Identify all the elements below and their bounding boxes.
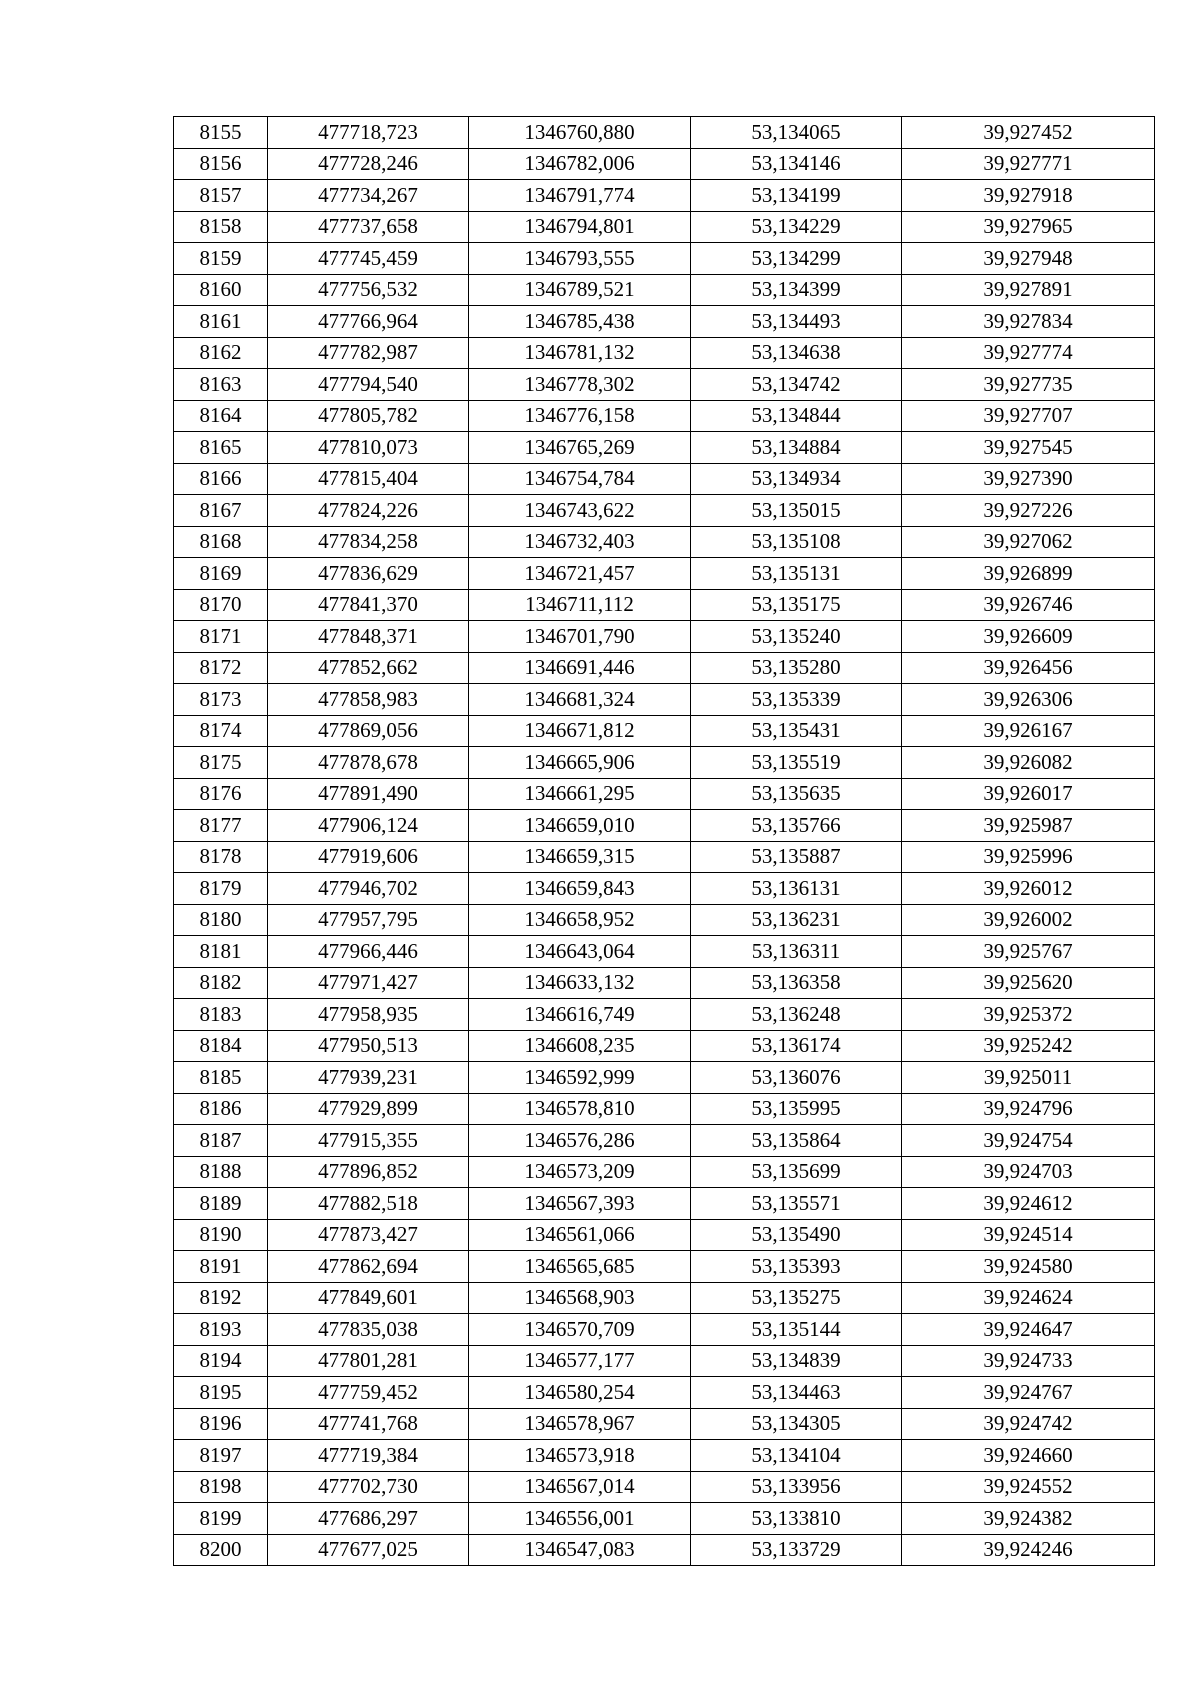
- table-row: [174, 715, 1155, 747]
- point-number-cell: 8163: [174, 369, 268, 401]
- latitude-cell: 53,134199: [691, 180, 902, 212]
- table-row: [174, 1534, 1155, 1566]
- x-coordinate-cell: 477728,246: [268, 148, 469, 180]
- point-number-cell: 8190: [174, 1219, 268, 1251]
- x-coordinate-cell: 477891,490: [268, 778, 469, 810]
- x-coordinate-cell: 477794,540: [268, 369, 469, 401]
- table-row: [174, 747, 1155, 779]
- y-coordinate-cell: 1346681,324: [469, 684, 691, 716]
- longitude-cell: 39,925620: [902, 967, 1155, 999]
- table-row: [174, 243, 1155, 275]
- y-coordinate-cell: 1346791,774: [469, 180, 691, 212]
- point-number-cell: 8171: [174, 621, 268, 653]
- longitude-cell: 39,924552: [902, 1471, 1155, 1503]
- latitude-cell: 53,135519: [691, 747, 902, 779]
- point-number-cell: 8193: [174, 1314, 268, 1346]
- point-number-cell: 8178: [174, 841, 268, 873]
- latitude-cell: 53,135339: [691, 684, 902, 716]
- latitude-cell: 53,133956: [691, 1471, 902, 1503]
- latitude-cell: 53,135175: [691, 589, 902, 621]
- latitude-cell: 53,135864: [691, 1125, 902, 1157]
- y-coordinate-cell: 1346781,132: [469, 337, 691, 369]
- table-row: [174, 180, 1155, 212]
- longitude-cell: 39,924767: [902, 1377, 1155, 1409]
- x-coordinate-cell: 477756,532: [268, 274, 469, 306]
- y-coordinate-cell: 1346778,302: [469, 369, 691, 401]
- y-coordinate-cell: 1346570,709: [469, 1314, 691, 1346]
- x-coordinate-cell: 477939,231: [268, 1062, 469, 1094]
- longitude-cell: 39,926002: [902, 904, 1155, 936]
- x-coordinate-cell: 477677,025: [268, 1534, 469, 1566]
- point-number-cell: 8173: [174, 684, 268, 716]
- longitude-cell: 39,926017: [902, 778, 1155, 810]
- latitude-cell: 53,134463: [691, 1377, 902, 1409]
- y-coordinate-cell: 1346659,315: [469, 841, 691, 873]
- x-coordinate-cell: 477718,723: [268, 117, 469, 149]
- x-coordinate-cell: 477873,427: [268, 1219, 469, 1251]
- latitude-cell: 53,136358: [691, 967, 902, 999]
- point-number-cell: 8186: [174, 1093, 268, 1125]
- longitude-cell: 39,925996: [902, 841, 1155, 873]
- longitude-cell: 39,926167: [902, 715, 1155, 747]
- table-row: [174, 148, 1155, 180]
- longitude-cell: 39,924703: [902, 1156, 1155, 1188]
- y-coordinate-cell: 1346661,295: [469, 778, 691, 810]
- latitude-cell: 53,136248: [691, 999, 902, 1031]
- table-row: [174, 873, 1155, 905]
- y-coordinate-cell: 1346794,801: [469, 211, 691, 243]
- longitude-cell: 39,924580: [902, 1251, 1155, 1283]
- latitude-cell: 53,135393: [691, 1251, 902, 1283]
- longitude-cell: 39,927545: [902, 432, 1155, 464]
- longitude-cell: 39,925242: [902, 1030, 1155, 1062]
- table-row: [174, 337, 1155, 369]
- x-coordinate-cell: 477915,355: [268, 1125, 469, 1157]
- table-row: [174, 400, 1155, 432]
- table-row: [174, 1156, 1155, 1188]
- point-number-cell: 8182: [174, 967, 268, 999]
- x-coordinate-cell: 477862,694: [268, 1251, 469, 1283]
- longitude-cell: 39,927390: [902, 463, 1155, 495]
- point-number-cell: 8167: [174, 495, 268, 527]
- x-coordinate-cell: 477946,702: [268, 873, 469, 905]
- longitude-cell: 39,927735: [902, 369, 1155, 401]
- x-coordinate-cell: 477805,782: [268, 400, 469, 432]
- point-number-cell: 8169: [174, 558, 268, 590]
- x-coordinate-cell: 477919,606: [268, 841, 469, 873]
- x-coordinate-cell: 477950,513: [268, 1030, 469, 1062]
- table-row: [174, 1440, 1155, 1472]
- longitude-cell: 39,926746: [902, 589, 1155, 621]
- x-coordinate-cell: 477849,601: [268, 1282, 469, 1314]
- table-row: [174, 1188, 1155, 1220]
- point-number-cell: 8197: [174, 1440, 268, 1472]
- x-coordinate-cell: 477810,073: [268, 432, 469, 464]
- longitude-cell: 39,927918: [902, 180, 1155, 212]
- longitude-cell: 39,926082: [902, 747, 1155, 779]
- longitude-cell: 39,925767: [902, 936, 1155, 968]
- point-number-cell: 8185: [174, 1062, 268, 1094]
- x-coordinate-cell: 477966,446: [268, 936, 469, 968]
- latitude-cell: 53,135571: [691, 1188, 902, 1220]
- point-number-cell: 8161: [174, 306, 268, 338]
- y-coordinate-cell: 1346573,209: [469, 1156, 691, 1188]
- latitude-cell: 53,136174: [691, 1030, 902, 1062]
- latitude-cell: 53,135766: [691, 810, 902, 842]
- y-coordinate-cell: 1346578,967: [469, 1408, 691, 1440]
- x-coordinate-cell: 477759,452: [268, 1377, 469, 1409]
- x-coordinate-cell: 477848,371: [268, 621, 469, 653]
- latitude-cell: 53,135887: [691, 841, 902, 873]
- latitude-cell: 53,134229: [691, 211, 902, 243]
- y-coordinate-cell: 1346576,286: [469, 1125, 691, 1157]
- y-coordinate-cell: 1346567,014: [469, 1471, 691, 1503]
- table-row: [174, 1471, 1155, 1503]
- point-number-cell: 8192: [174, 1282, 268, 1314]
- y-coordinate-cell: 1346578,810: [469, 1093, 691, 1125]
- latitude-cell: 53,134839: [691, 1345, 902, 1377]
- point-number-cell: 8187: [174, 1125, 268, 1157]
- latitude-cell: 53,136131: [691, 873, 902, 905]
- point-number-cell: 8184: [174, 1030, 268, 1062]
- y-coordinate-cell: 1346671,812: [469, 715, 691, 747]
- table-row: [174, 463, 1155, 495]
- x-coordinate-cell: 477852,662: [268, 652, 469, 684]
- x-coordinate-cell: 477957,795: [268, 904, 469, 936]
- latitude-cell: 53,134305: [691, 1408, 902, 1440]
- longitude-cell: 39,926012: [902, 873, 1155, 905]
- longitude-cell: 39,925372: [902, 999, 1155, 1031]
- longitude-cell: 39,924382: [902, 1503, 1155, 1535]
- latitude-cell: 53,134638: [691, 337, 902, 369]
- point-number-cell: 8179: [174, 873, 268, 905]
- longitude-cell: 39,924647: [902, 1314, 1155, 1346]
- x-coordinate-cell: 477906,124: [268, 810, 469, 842]
- x-coordinate-cell: 477719,384: [268, 1440, 469, 1472]
- point-number-cell: 8189: [174, 1188, 268, 1220]
- point-number-cell: 8176: [174, 778, 268, 810]
- table-row: [174, 1408, 1155, 1440]
- y-coordinate-cell: 1346580,254: [469, 1377, 691, 1409]
- x-coordinate-cell: 477858,983: [268, 684, 469, 716]
- y-coordinate-cell: 1346565,685: [469, 1251, 691, 1283]
- longitude-cell: 39,927062: [902, 526, 1155, 558]
- point-number-cell: 8199: [174, 1503, 268, 1535]
- x-coordinate-cell: 477971,427: [268, 967, 469, 999]
- table-row: [174, 526, 1155, 558]
- y-coordinate-cell: 1346691,446: [469, 652, 691, 684]
- longitude-cell: 39,924246: [902, 1534, 1155, 1566]
- y-coordinate-cell: 1346592,999: [469, 1062, 691, 1094]
- y-coordinate-cell: 1346776,158: [469, 400, 691, 432]
- table-row: [174, 1377, 1155, 1409]
- table-row: [174, 1093, 1155, 1125]
- x-coordinate-cell: 477686,297: [268, 1503, 469, 1535]
- latitude-cell: 53,135144: [691, 1314, 902, 1346]
- y-coordinate-cell: 1346573,918: [469, 1440, 691, 1472]
- point-number-cell: 8157: [174, 180, 268, 212]
- point-number-cell: 8181: [174, 936, 268, 968]
- y-coordinate-cell: 1346782,006: [469, 148, 691, 180]
- table-row: [174, 558, 1155, 590]
- coordinates-table-body: [174, 117, 1155, 1566]
- x-coordinate-cell: 477958,935: [268, 999, 469, 1031]
- point-number-cell: 8166: [174, 463, 268, 495]
- latitude-cell: 53,134104: [691, 1440, 902, 1472]
- longitude-cell: 39,924754: [902, 1125, 1155, 1157]
- point-number-cell: 8180: [174, 904, 268, 936]
- point-number-cell: 8194: [174, 1345, 268, 1377]
- y-coordinate-cell: 1346721,457: [469, 558, 691, 590]
- y-coordinate-cell: 1346665,906: [469, 747, 691, 779]
- y-coordinate-cell: 1346793,555: [469, 243, 691, 275]
- table-row: [174, 369, 1155, 401]
- point-number-cell: 8172: [174, 652, 268, 684]
- table-row: [174, 589, 1155, 621]
- table-row: [174, 1282, 1155, 1314]
- latitude-cell: 53,134934: [691, 463, 902, 495]
- x-coordinate-cell: 477782,987: [268, 337, 469, 369]
- point-number-cell: 8174: [174, 715, 268, 747]
- latitude-cell: 53,135131: [691, 558, 902, 590]
- longitude-cell: 39,927965: [902, 211, 1155, 243]
- y-coordinate-cell: 1346765,269: [469, 432, 691, 464]
- y-coordinate-cell: 1346643,064: [469, 936, 691, 968]
- longitude-cell: 39,927707: [902, 400, 1155, 432]
- x-coordinate-cell: 477841,370: [268, 589, 469, 621]
- y-coordinate-cell: 1346547,083: [469, 1534, 691, 1566]
- longitude-cell: 39,925987: [902, 810, 1155, 842]
- x-coordinate-cell: 477882,518: [268, 1188, 469, 1220]
- table-row: [174, 810, 1155, 842]
- table-row: [174, 1251, 1155, 1283]
- latitude-cell: 53,134399: [691, 274, 902, 306]
- x-coordinate-cell: 477878,678: [268, 747, 469, 779]
- longitude-cell: 39,927771: [902, 148, 1155, 180]
- point-number-cell: 8195: [174, 1377, 268, 1409]
- table-row: [174, 778, 1155, 810]
- longitude-cell: 39,926306: [902, 684, 1155, 716]
- y-coordinate-cell: 1346556,001: [469, 1503, 691, 1535]
- x-coordinate-cell: 477834,258: [268, 526, 469, 558]
- longitude-cell: 39,926899: [902, 558, 1155, 590]
- latitude-cell: 53,134742: [691, 369, 902, 401]
- y-coordinate-cell: 1346568,903: [469, 1282, 691, 1314]
- latitude-cell: 53,135240: [691, 621, 902, 653]
- longitude-cell: 39,926456: [902, 652, 1155, 684]
- y-coordinate-cell: 1346633,132: [469, 967, 691, 999]
- point-number-cell: 8188: [174, 1156, 268, 1188]
- point-number-cell: 8175: [174, 747, 268, 779]
- table-row: [174, 621, 1155, 653]
- table-row: [174, 117, 1155, 149]
- y-coordinate-cell: 1346659,843: [469, 873, 691, 905]
- latitude-cell: 53,133729: [691, 1534, 902, 1566]
- point-number-cell: 8162: [174, 337, 268, 369]
- x-coordinate-cell: 477741,768: [268, 1408, 469, 1440]
- table-row: [174, 495, 1155, 527]
- point-number-cell: 8164: [174, 400, 268, 432]
- latitude-cell: 53,134844: [691, 400, 902, 432]
- point-number-cell: 8156: [174, 148, 268, 180]
- table-row: [174, 841, 1155, 873]
- y-coordinate-cell: 1346577,177: [469, 1345, 691, 1377]
- latitude-cell: 53,134146: [691, 148, 902, 180]
- table-row: [174, 904, 1155, 936]
- x-coordinate-cell: 477836,629: [268, 558, 469, 590]
- latitude-cell: 53,135108: [691, 526, 902, 558]
- y-coordinate-cell: 1346608,235: [469, 1030, 691, 1062]
- point-number-cell: 8177: [174, 810, 268, 842]
- latitude-cell: 53,135431: [691, 715, 902, 747]
- latitude-cell: 53,134299: [691, 243, 902, 275]
- table-row: [174, 652, 1155, 684]
- latitude-cell: 53,135015: [691, 495, 902, 527]
- y-coordinate-cell: 1346561,066: [469, 1219, 691, 1251]
- longitude-cell: 39,927226: [902, 495, 1155, 527]
- table-row: [174, 1314, 1155, 1346]
- latitude-cell: 53,135490: [691, 1219, 902, 1251]
- table-row: [174, 684, 1155, 716]
- y-coordinate-cell: 1346711,112: [469, 589, 691, 621]
- coordinates-table: [173, 116, 1155, 1566]
- y-coordinate-cell: 1346659,010: [469, 810, 691, 842]
- latitude-cell: 53,134884: [691, 432, 902, 464]
- latitude-cell: 53,135699: [691, 1156, 902, 1188]
- table-row: [174, 274, 1155, 306]
- y-coordinate-cell: 1346785,438: [469, 306, 691, 338]
- longitude-cell: 39,924742: [902, 1408, 1155, 1440]
- x-coordinate-cell: 477734,267: [268, 180, 469, 212]
- point-number-cell: 8191: [174, 1251, 268, 1283]
- table-row: [174, 306, 1155, 338]
- point-number-cell: 8198: [174, 1471, 268, 1503]
- latitude-cell: 53,135635: [691, 778, 902, 810]
- x-coordinate-cell: 477766,964: [268, 306, 469, 338]
- latitude-cell: 53,134065: [691, 117, 902, 149]
- y-coordinate-cell: 1346743,622: [469, 495, 691, 527]
- longitude-cell: 39,927891: [902, 274, 1155, 306]
- point-number-cell: 8158: [174, 211, 268, 243]
- point-number-cell: 8183: [174, 999, 268, 1031]
- longitude-cell: 39,927948: [902, 243, 1155, 275]
- x-coordinate-cell: 477869,056: [268, 715, 469, 747]
- x-coordinate-cell: 477702,730: [268, 1471, 469, 1503]
- table-row: [174, 1345, 1155, 1377]
- x-coordinate-cell: 477929,899: [268, 1093, 469, 1125]
- longitude-cell: 39,927452: [902, 117, 1155, 149]
- longitude-cell: 39,927774: [902, 337, 1155, 369]
- table-row: [174, 967, 1155, 999]
- table-row: [174, 211, 1155, 243]
- y-coordinate-cell: 1346789,521: [469, 274, 691, 306]
- latitude-cell: 53,136076: [691, 1062, 902, 1094]
- x-coordinate-cell: 477896,852: [268, 1156, 469, 1188]
- longitude-cell: 39,926609: [902, 621, 1155, 653]
- longitude-cell: 39,924514: [902, 1219, 1155, 1251]
- y-coordinate-cell: 1346567,393: [469, 1188, 691, 1220]
- y-coordinate-cell: 1346616,749: [469, 999, 691, 1031]
- y-coordinate-cell: 1346732,403: [469, 526, 691, 558]
- x-coordinate-cell: 477745,459: [268, 243, 469, 275]
- longitude-cell: 39,924796: [902, 1093, 1155, 1125]
- point-number-cell: 8170: [174, 589, 268, 621]
- y-coordinate-cell: 1346754,784: [469, 463, 691, 495]
- longitude-cell: 39,924660: [902, 1440, 1155, 1472]
- x-coordinate-cell: 477815,404: [268, 463, 469, 495]
- table-row: [174, 1125, 1155, 1157]
- point-number-cell: 8196: [174, 1408, 268, 1440]
- table-row: [174, 1503, 1155, 1535]
- y-coordinate-cell: 1346658,952: [469, 904, 691, 936]
- point-number-cell: 8168: [174, 526, 268, 558]
- y-coordinate-cell: 1346760,880: [469, 117, 691, 149]
- table-row: [174, 936, 1155, 968]
- x-coordinate-cell: 477801,281: [268, 1345, 469, 1377]
- latitude-cell: 53,136311: [691, 936, 902, 968]
- point-number-cell: 8159: [174, 243, 268, 275]
- point-number-cell: 8165: [174, 432, 268, 464]
- latitude-cell: 53,135275: [691, 1282, 902, 1314]
- table-row: [174, 999, 1155, 1031]
- longitude-cell: 39,927834: [902, 306, 1155, 338]
- point-number-cell: 8160: [174, 274, 268, 306]
- latitude-cell: 53,133810: [691, 1503, 902, 1535]
- y-coordinate-cell: 1346701,790: [469, 621, 691, 653]
- table-row: [174, 1219, 1155, 1251]
- longitude-cell: 39,924733: [902, 1345, 1155, 1377]
- x-coordinate-cell: 477835,038: [268, 1314, 469, 1346]
- point-number-cell: 8155: [174, 117, 268, 149]
- longitude-cell: 39,924612: [902, 1188, 1155, 1220]
- x-coordinate-cell: 477737,658: [268, 211, 469, 243]
- point-number-cell: 8200: [174, 1534, 268, 1566]
- latitude-cell: 53,135280: [691, 652, 902, 684]
- longitude-cell: 39,925011: [902, 1062, 1155, 1094]
- table-row: [174, 432, 1155, 464]
- latitude-cell: 53,136231: [691, 904, 902, 936]
- x-coordinate-cell: 477824,226: [268, 495, 469, 527]
- table-row: [174, 1030, 1155, 1062]
- latitude-cell: 53,134493: [691, 306, 902, 338]
- longitude-cell: 39,924624: [902, 1282, 1155, 1314]
- latitude-cell: 53,135995: [691, 1093, 902, 1125]
- table-row: [174, 1062, 1155, 1094]
